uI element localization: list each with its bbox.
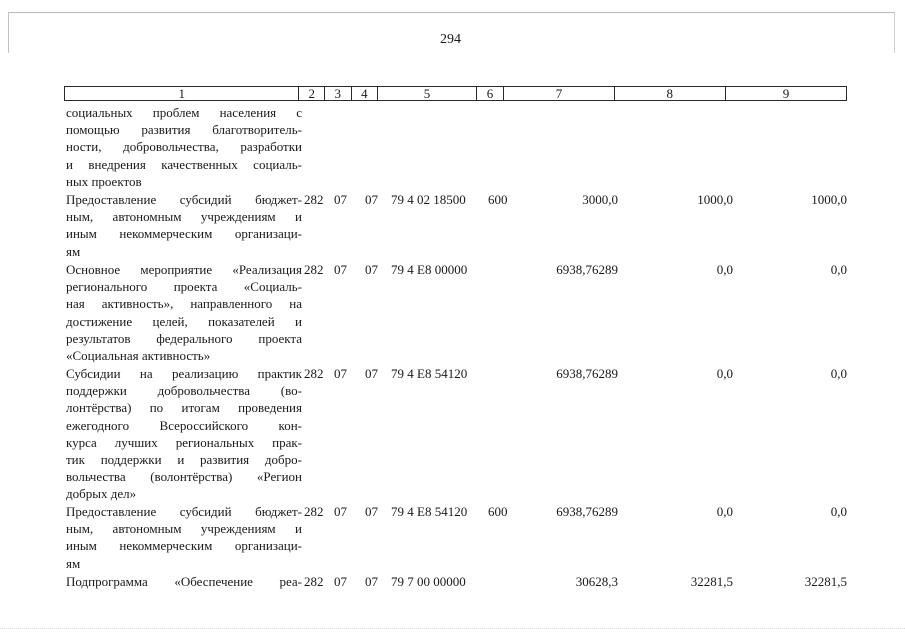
amount-col-7: 6938,76289 [556, 262, 618, 277]
amount-col-9: 0,0 [830, 262, 847, 277]
name-line: добрых дел» [66, 486, 137, 502]
subsection-code: 07 [365, 366, 378, 381]
name-line: и внедрения качественных социаль- [66, 156, 302, 172]
section-code: 07 [334, 192, 347, 207]
expense-type-code: 600 [488, 192, 508, 207]
name-line: тик поддержки и развития добро- [66, 452, 302, 468]
amount-col-9: 0,0 [830, 504, 847, 519]
name-line: иным некоммерческим организаци- [66, 538, 302, 554]
target-article-code: 79 4 02 18500 [391, 192, 466, 207]
name-line: ности, добровольчества, разработки [66, 139, 302, 155]
expense-type-code: 600 [488, 504, 508, 519]
name-line: «Социальная активность» [66, 348, 211, 364]
name-line: ям [66, 243, 81, 259]
row-name [66, 261, 302, 364]
name-line: ным, автономным учреждениям и [66, 521, 302, 537]
name-line: социальных проблем населения с [66, 105, 302, 120]
target-article-code: 79 4 E8 54120 [391, 366, 468, 381]
target-article-code: 79 4 E8 54120 [391, 504, 468, 519]
ministry-code: 282 [304, 192, 324, 207]
subsection-code: 07 [365, 192, 378, 207]
amount-col-9: 32281,5 [804, 574, 847, 589]
header-col-5: 5 [378, 87, 476, 100]
amount-col-8: 0,0 [716, 366, 733, 381]
name-line: курса лучших региональных прак- [66, 434, 302, 450]
name-line: Предоставление субсидий бюджет- [66, 504, 302, 519]
name-line: Подпрограмма «Обеспечение реа- [66, 574, 302, 589]
amount-col-8: 1000,0 [697, 192, 733, 207]
name-line: достижение целей, показателей и [66, 313, 302, 329]
ministry-code: 282 [304, 262, 324, 277]
subsection-code: 07 [365, 262, 378, 277]
header-col-1: 1 [65, 87, 299, 100]
amount-col-8: 32281,5 [690, 574, 733, 589]
section-code: 07 [334, 262, 347, 277]
name-line: регионального проекта «Социаль- [66, 279, 302, 295]
name-line: лонтёрства) по итогам проведения [66, 400, 302, 416]
row-name [66, 573, 302, 590]
header-col-8: 8 [615, 87, 726, 100]
name-line: помощью развития благотворитель- [66, 122, 302, 138]
row-name [66, 191, 302, 260]
row-name [66, 503, 302, 572]
amount-col-7: 30628,3 [575, 574, 618, 589]
header-col-2: 2 [299, 87, 325, 100]
amount-col-9: 0,0 [830, 366, 847, 381]
scan-noise [0, 628, 905, 633]
name-line: ным, автономным учреждениям и [66, 209, 302, 225]
section-code: 07 [334, 574, 347, 589]
name-line: ям [66, 555, 81, 571]
amount-col-7: 6938,76289 [556, 504, 618, 519]
ministry-code: 282 [304, 366, 324, 381]
row-name [66, 104, 302, 190]
ministry-code: 282 [304, 504, 324, 519]
amount-col-7: 3000,0 [582, 192, 618, 207]
name-line: ежегодного Всероссийского кон- [66, 417, 302, 433]
amount-col-7: 6938,76289 [556, 366, 618, 381]
header-col-4: 4 [352, 87, 379, 100]
name-line: поддержки добровольчества (во- [66, 383, 302, 399]
amount-col-8: 0,0 [716, 262, 733, 277]
name-line: Субсидии на реализацию практик [66, 366, 302, 381]
header-col-9: 9 [782, 86, 790, 101]
name-line: ная активность», направленного на [66, 296, 302, 312]
subsection-code: 07 [365, 574, 378, 589]
column-number-header [64, 86, 847, 101]
section-code: 07 [334, 366, 347, 381]
section-code: 07 [334, 504, 347, 519]
amount-col-8: 0,0 [716, 504, 733, 519]
name-line: ных проектов [66, 173, 142, 189]
name-line: иным некоммерческим организаци- [66, 226, 302, 242]
amount-col-9: 1000,0 [811, 192, 847, 207]
ministry-code: 282 [304, 574, 324, 589]
target-article-code: 79 4 E8 00000 [391, 262, 468, 277]
header-col-7: 7 [504, 87, 614, 100]
header-col-3: 3 [325, 87, 352, 100]
name-line: вольчества (волонтёрства) «Регион [66, 469, 302, 485]
target-article-code: 79 7 00 00000 [391, 574, 466, 589]
name-line: результатов федерального проекта [66, 330, 302, 346]
page-number: 294 [440, 32, 461, 47]
name-line: Предоставление субсидий бюджет- [66, 192, 302, 207]
subsection-code: 07 [365, 504, 378, 519]
row-name [66, 365, 302, 503]
header-col-6: 6 [477, 87, 505, 100]
name-line: Основное мероприятие «Реализация [66, 262, 302, 277]
